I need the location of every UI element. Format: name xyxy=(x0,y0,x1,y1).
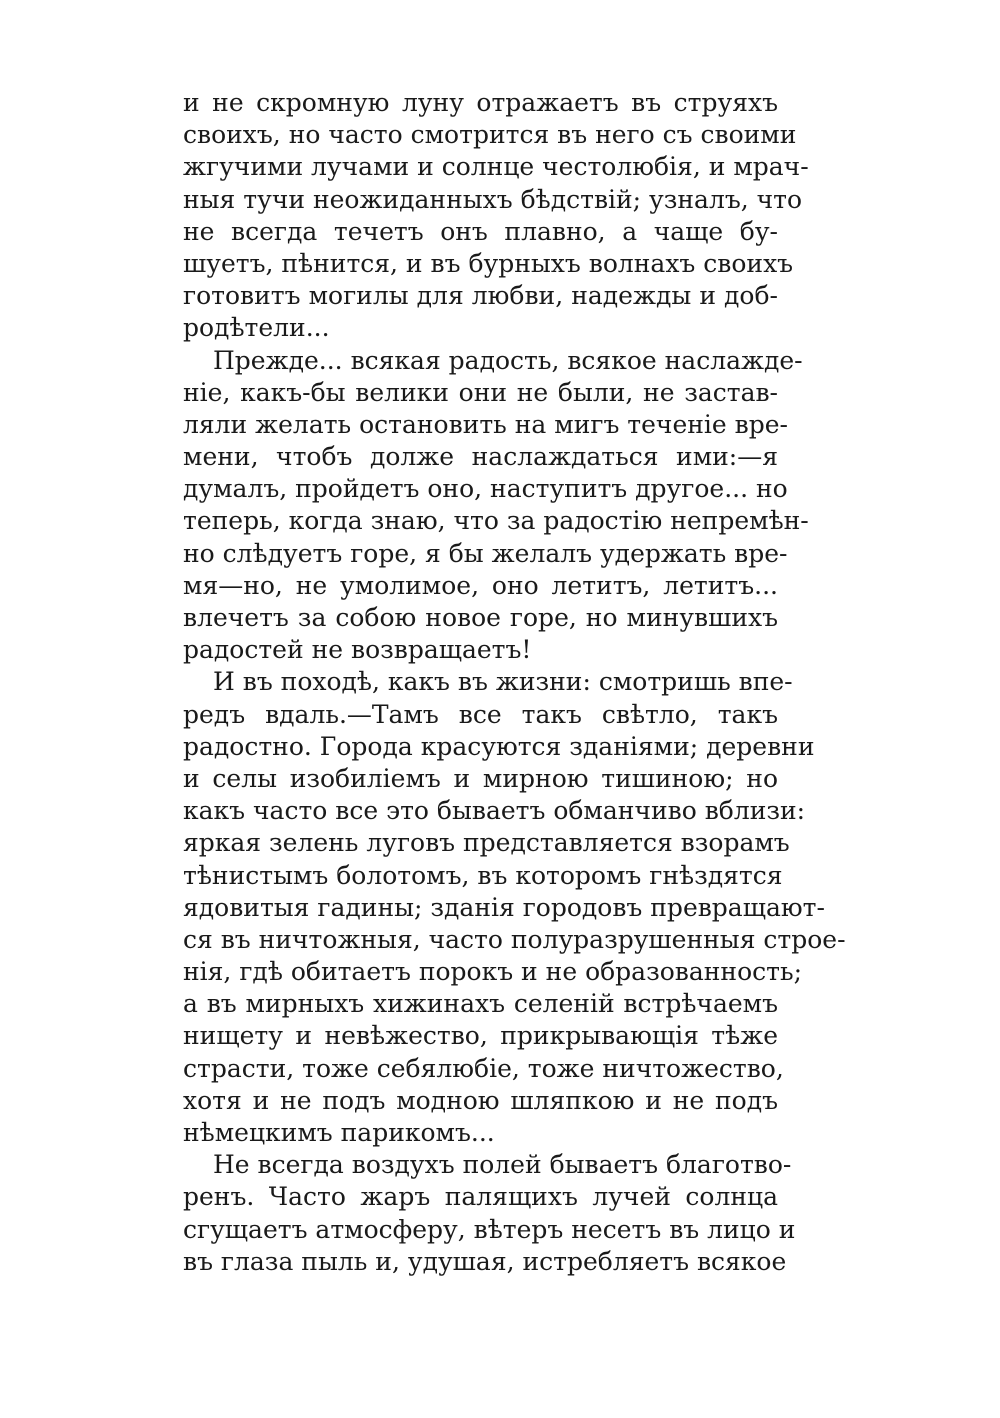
text-line: въ глаза пыль и, удушая, истребляетъ всякое xyxy=(183,1246,787,1276)
text-line: И въ походѣ, какъ въ жизни: смотришь впе- xyxy=(213,667,793,697)
text-line: ся въ ничтожныя, часто полуразрушенныя строе- xyxy=(183,924,846,954)
text-line: мени, чтобъ долже наслаждаться ими:—я xyxy=(183,442,778,472)
text-line: какъ часто все это бываетъ обманчиво вблизи: xyxy=(183,796,806,826)
text-line: но слѣдуетъ горе, я бы желалъ удержать вре- xyxy=(183,538,788,568)
text-line: влечетъ за собою новое горе, но минувшихъ xyxy=(183,603,778,632)
paragraph xyxy=(183,1149,796,1278)
text-line: шуетъ, пѣнится, и въ бурныхъ волнахъ своихъ xyxy=(183,248,794,278)
text-line: готовитъ могилы для любви, надежды и доб- xyxy=(183,281,778,311)
text-line: ніе, какъ-бы велики они не были, не застав- xyxy=(183,377,778,407)
text-line: тѣнистымъ болотомъ, въ которомъ гнѣздятся xyxy=(183,860,783,890)
text-line: яркая зелень луговъ представляется взорамъ xyxy=(183,828,790,858)
text-line: редъ вдаль.—Тамъ все такъ свѣтло, такъ xyxy=(183,699,778,729)
text-line: своихъ, но часто смотрится въ него съ своими xyxy=(183,120,797,150)
text-line: а въ мирныхъ хижинахъ селеній встрѣчаемъ xyxy=(183,989,778,1019)
page-text xyxy=(183,87,846,1278)
text-line: ляли желать остановить на мигъ теченіе вре- xyxy=(183,409,788,439)
text-line: жгучими лучами и солнце честолюбія, и мрач- xyxy=(183,152,809,182)
paragraph xyxy=(183,666,846,1149)
text-line: страсти, тоже себялюбіе, тоже ничтожество, xyxy=(183,1053,784,1083)
paragraph xyxy=(183,87,809,345)
text-line: Не всегда воздухъ полей бываетъ благотво- xyxy=(213,1150,792,1180)
text-line: и селы изобиліемъ и мирною тишиною; но xyxy=(183,763,778,793)
text-line: и не скромную луну отражаетъ въ струяхъ xyxy=(183,88,778,117)
text-line: ныя тучи неожиданныхъ бѣдствій; узналъ, что xyxy=(183,184,803,214)
text-line: хотя и не подъ модною шляпкою и не подъ xyxy=(183,1085,778,1115)
text-line: ренъ. Часто жаръ палящихъ лучей солнца xyxy=(183,1182,778,1212)
text-line: теперь, когда знаю, что за радостію непремѣн- xyxy=(183,506,809,536)
text-line: радостно. Города красуются зданіями; деревни xyxy=(183,731,815,761)
text-line: мя—но, не умолимое, оно летитъ, летитъ... xyxy=(183,570,778,600)
text-line: нія, гдѣ обитаетъ порокъ и не образованность; xyxy=(183,957,802,987)
text-line: нищету и невѣжество, прикрывающія тѣже xyxy=(183,1021,778,1051)
text-line: нѣмецкимъ парикомъ... xyxy=(183,1118,495,1147)
text-line: ядовитыя гадины; зданія городовъ превращают- xyxy=(183,892,825,922)
text-line: Прежде... всякая радость, всякое наслажде- xyxy=(213,345,803,375)
text-line: думалъ, пройдетъ оно, наступитъ другое... но xyxy=(183,474,788,504)
text-line: не всегда течетъ онъ плавно, а чаще бу- xyxy=(183,216,778,246)
text-line: радостей не возвращаетъ! xyxy=(183,635,532,665)
text-line: родѣтели... xyxy=(183,313,330,343)
text-line: сгущаетъ атмосферу, вѣтеръ несетъ въ лицо и xyxy=(183,1214,796,1244)
paragraph xyxy=(183,345,809,667)
